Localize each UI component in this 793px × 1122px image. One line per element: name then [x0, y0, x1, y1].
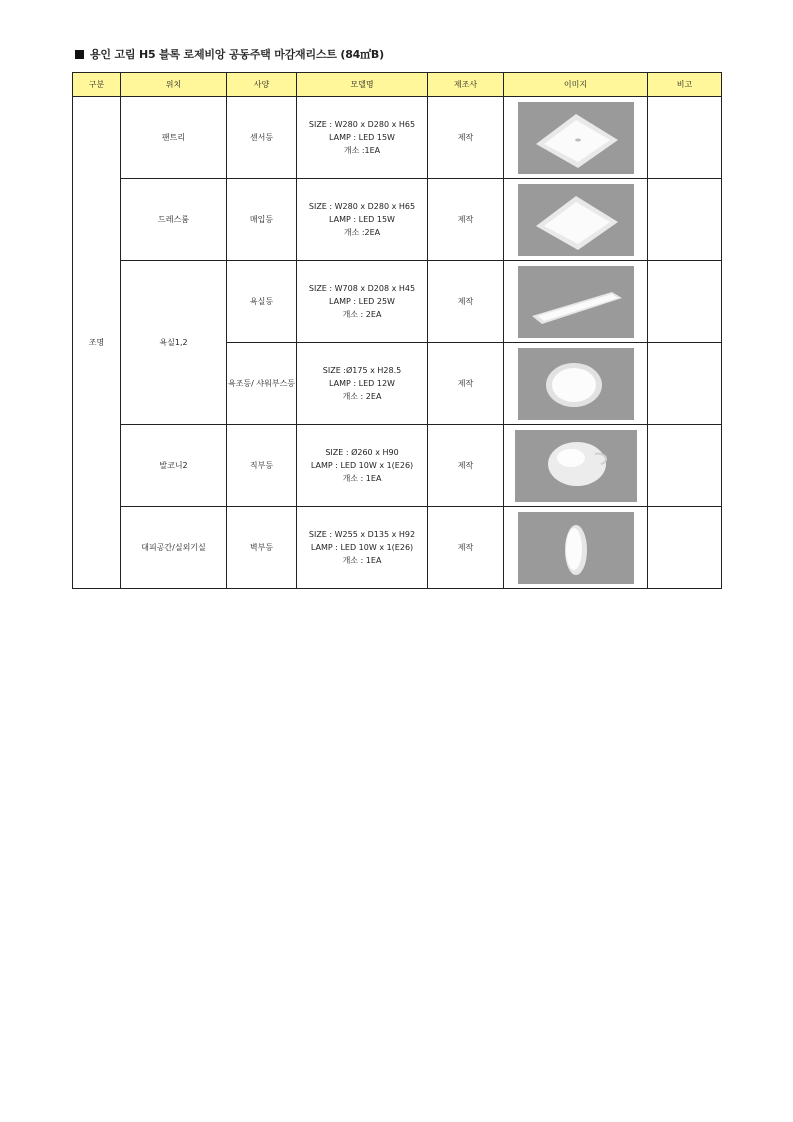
- header-image: 이미지: [504, 73, 648, 97]
- dome-ceiling-light-icon: [515, 430, 637, 502]
- black-square-icon: [75, 50, 84, 59]
- maker-cell: 제작: [428, 179, 504, 261]
- location-cell: 팬트리: [121, 97, 227, 179]
- image-cell: [504, 507, 648, 589]
- note-cell: [648, 97, 722, 179]
- location-cell: 욕실1,2: [121, 261, 227, 425]
- maker-cell: 제작: [428, 261, 504, 343]
- round-downlight-icon: [518, 348, 634, 420]
- table-row: [73, 507, 722, 589]
- table-row: [73, 179, 722, 261]
- header-spec: 사양: [227, 73, 297, 97]
- spec-cell: 매입등: [227, 179, 297, 261]
- image-cell: [504, 343, 648, 425]
- model-cell: SIZE : W280 x D280 x H65 LAMP : LED 15W 개소 :1EA: [297, 97, 428, 179]
- maker-cell: 제작: [428, 425, 504, 507]
- model-cell: SIZE : W708 x D208 x H45 LAMP : LED 25W 개소 : 2EA: [297, 261, 428, 343]
- finish-list-table: [72, 72, 722, 589]
- maker-cell: 제작: [428, 507, 504, 589]
- spec-cell: 직부등: [227, 425, 297, 507]
- note-cell: [648, 507, 722, 589]
- location-cell: 발코니2: [121, 425, 227, 507]
- square-ceiling-light-with-sensor-icon: [518, 102, 634, 174]
- image-cell: [504, 261, 648, 343]
- model-cell: SIZE : W255 x D135 x H92 LAMP : LED 10W x 1(E26) 개소 : 1EA: [297, 507, 428, 589]
- page-title: [75, 46, 384, 62]
- spec-cell: 욕조등/ 샤워부스등: [227, 343, 297, 425]
- spec-cell: 센서등: [227, 97, 297, 179]
- table-row: [73, 97, 722, 179]
- header-maker: 제조사: [428, 73, 504, 97]
- maker-cell: 제작: [428, 343, 504, 425]
- model-cell: SIZE :Ø175 x H28.5 LAMP : LED 12W 개소 : 2EA: [297, 343, 428, 425]
- table-row: [73, 261, 722, 343]
- location-cell: 드레스룸: [121, 179, 227, 261]
- category-cell: 조명: [73, 97, 121, 589]
- table-row: [73, 425, 722, 507]
- note-cell: [648, 179, 722, 261]
- header-category: 구분: [73, 73, 121, 97]
- header-model: 모델명: [297, 73, 428, 97]
- spec-cell: 욕실등: [227, 261, 297, 343]
- note-cell: [648, 425, 722, 507]
- model-cell: SIZE : W280 x D280 x H65 LAMP : LED 15W 개소 :2EA: [297, 179, 428, 261]
- rectangular-panel-light-icon: [518, 266, 634, 338]
- model-cell: SIZE : Ø260 x H90 LAMP : LED 10W x 1(E26) 개소 : 1EA: [297, 425, 428, 507]
- location-cell: 대피공간/실외기실: [121, 507, 227, 589]
- table-header-row: [73, 73, 722, 97]
- note-cell: [648, 261, 722, 343]
- square-recessed-light-icon: [518, 184, 634, 256]
- note-cell: [648, 343, 722, 425]
- image-cell: [504, 425, 648, 507]
- image-cell: [504, 179, 648, 261]
- spec-cell: 벽부등: [227, 507, 297, 589]
- maker-cell: 제작: [428, 97, 504, 179]
- page-title-text: 용인 고림 H5 블록 로제비앙 공동주택 마감재리스트 (84㎡B): [90, 48, 384, 61]
- image-cell: [504, 97, 648, 179]
- header-note: 비고: [648, 73, 722, 97]
- header-location: 위치: [121, 73, 227, 97]
- oval-wall-light-icon: [518, 512, 634, 584]
